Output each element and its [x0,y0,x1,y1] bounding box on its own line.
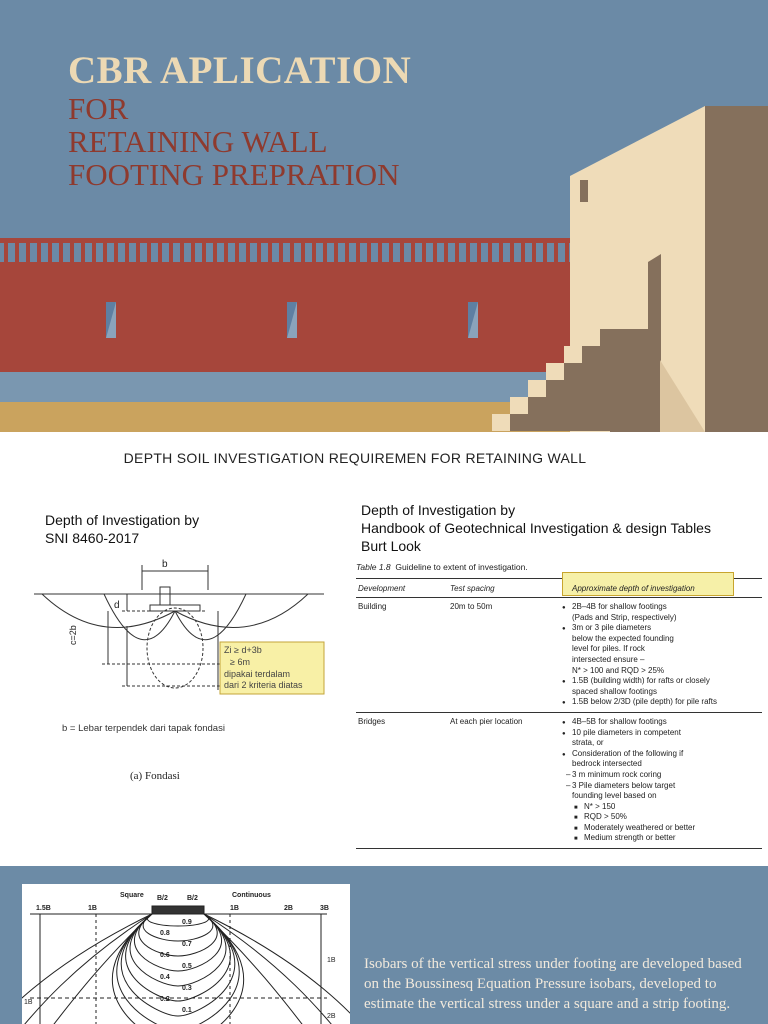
railing-baluster [400,243,404,262]
railing-baluster [92,243,96,262]
top-tick-label: 2B [284,905,293,912]
stair-step [546,363,564,380]
subtitle-line-3: FOOTING PREPRATION [68,157,400,192]
railing-baluster [334,243,338,262]
dim-d: d [114,600,120,611]
railing-baluster [290,243,294,262]
railing-baluster [169,243,173,262]
stair-riser [582,346,660,363]
railing-baluster [147,243,151,262]
railing-baluster [521,243,525,262]
bottom-panel [0,866,768,1024]
depth-item: ■ N* > 150 [572,802,762,813]
railing-baluster [488,243,492,262]
sni-label-line-1: Depth of Investigation by [45,512,200,528]
diagram-legend: b = Lebar terpendek dari tapak fondasi [62,723,225,734]
depth-item: ■ Moderately weathered or better [572,823,762,834]
isobar-value: 0.5 [182,963,192,970]
depth-item: founding level based on [572,791,657,801]
cell-depth [562,713,762,848]
railing-baluster [510,243,514,262]
stair-riser [510,414,660,431]
railing-baluster [15,243,19,262]
isobar-value: 0.8 [160,930,170,937]
railing-baluster [4,243,8,262]
depth-item: N* > 100 and RQD > 25% [572,665,665,675]
top-tick-label: 1.5B [36,905,51,912]
top-tick-label: 1B [88,905,97,912]
railing-baluster [224,243,228,262]
depth-item: ● 2B–4B for shallow footings [572,602,762,613]
depth-item: ● 1.5B (building width) for rafts or closely [572,676,762,687]
top-tick-label: B/2 [187,895,198,902]
isobar-value: 0.3 [182,985,192,992]
header-development: Development [358,584,406,593]
isobar-value: 0.6 [160,952,170,959]
depth-item: ● 10 pile diameters in competent [572,728,762,739]
note-line-2: ≥ 6m [230,657,250,667]
note-line-1: Zi ≥ d+3b [224,645,262,655]
stair-riser [600,329,660,346]
isobar-value: 0.2 [160,996,170,1003]
page-title: CBR APLICATION [68,49,412,92]
sni-label [45,511,199,547]
isobar-value: 0.7 [182,941,192,948]
table-row [356,598,762,713]
railing-baluster [411,243,415,262]
railing-baluster [246,243,250,262]
left-tick-1b: 1B [24,999,33,1006]
railing-baluster [26,243,30,262]
depth-item: strata, or [572,738,604,748]
dim-b: b [162,559,168,570]
header-spacing: Test spacing [450,584,495,593]
railing-baluster [202,243,206,262]
railing-baluster [433,243,437,262]
railing-baluster [268,243,272,262]
railing-baluster [158,243,162,262]
hero-banner [0,0,768,432]
railing-baluster [565,243,569,262]
railing-baluster [466,243,470,262]
dim-c: c=2b [68,625,78,645]
table-row [356,713,762,849]
railing-baluster [136,243,140,262]
railing-baluster [554,243,558,262]
railing-baluster [444,243,448,262]
railing-baluster [323,243,327,262]
stair-step [528,380,546,397]
top-tick-label: 3B [320,905,329,912]
sni-label-line-2: SNI 8460-2017 [45,530,140,546]
railing-baluster [103,243,107,262]
section-heading: DEPTH SOIL INVESTIGATION REQUIREMEN FOR RETAINING WALL [123,450,587,466]
table-body [356,598,762,849]
table-title: Guideline to extent of investigation. [395,562,528,572]
depth-item: intersected ensure – [572,654,645,664]
guideline-table [356,562,762,849]
stair-riser [546,380,660,397]
railing-baluster [81,243,85,262]
depth-item: ■ Medium strength or better [572,833,762,844]
railing-baluster [48,243,52,262]
depth-item: – 3 Pile diameters below target [572,781,762,792]
table-header [356,578,762,598]
depth-item: spaced shallow footings [572,686,657,696]
depth-item: ● 4B–5B for shallow footings [572,717,762,728]
depth-item: ● 1.5B below 2/3D (pile depth) for pile rafts [572,697,762,708]
railing-baluster [59,243,63,262]
right-tick-1b: 1B [327,957,336,964]
subtitle-line-1: FOR [68,91,129,126]
header-depth: Approximate depth of investigation [572,584,695,593]
table-number: Table 1.8 [356,562,391,572]
depth-item: level for piles. If rock [572,644,645,654]
label-square: Square [120,892,144,899]
top-tick-label: B/2 [157,895,168,902]
stair-riser [564,363,660,380]
railing-baluster [180,243,184,262]
stair-step [582,329,600,346]
cell-development: Building [358,602,387,611]
railing-baluster [301,243,305,262]
railing-baluster [114,243,118,262]
isobar-description: Isobars of the vertical stress under footing are developed based on the Boussinesq Equation Pressure isobars, developed to estimate the vertical stress under a square and a strip footing. [364,956,742,1012]
depth-item: below the expected founding [572,633,674,643]
stair-riser [528,397,660,414]
note-line-3: dipakai terdalam [224,669,291,679]
stair-step [564,346,582,363]
isobar-value: 0.4 [160,974,170,981]
railing-baluster [356,243,360,262]
railing-baluster [422,243,426,262]
railing-baluster [279,243,283,262]
cell-development: Bridges [358,716,386,726]
railing-baluster [499,243,503,262]
cell-depth [562,598,762,712]
handbook-label-line-1: Depth of Investigation by [361,502,516,518]
handbook-label-line-3: Burt Look [361,538,421,554]
diagram-caption: (a) Fondasi [130,770,180,782]
depth-item: ■ RQD > 50% [572,812,762,823]
railing-baluster [455,243,459,262]
railing-baluster [213,243,217,262]
depth-item: bedrock intersected [572,759,642,769]
isobar-diagram [22,884,350,1024]
depth-item: (Pads and Strip, respectively) [572,612,677,622]
note-line-4: dari 2 kriteria diatas [224,680,303,690]
depth-item: – 3 m minimum rock coring [572,770,762,781]
railing-baluster [378,243,382,262]
railing-baluster [37,243,41,262]
railing-baluster [389,243,393,262]
right-tick-2b: 2B [327,1013,336,1020]
isobar-value: 0.1 [182,1007,192,1014]
sni-footing-diagram [32,556,332,786]
railing-baluster [125,243,129,262]
table-caption [356,562,762,572]
isobar-value: 0.9 [182,919,192,926]
railing-baluster [477,243,481,262]
railing-baluster [70,243,74,262]
railing-baluster [532,243,536,262]
handbook-label [361,501,711,555]
top-tick-label: 1B [230,905,239,912]
label-continuous: Continuous [232,892,271,899]
railing-baluster [257,243,261,262]
cell-spacing: 20m to 50m [450,602,493,611]
railing-baluster [543,243,547,262]
railing-baluster [345,243,349,262]
depth-item: ● Consideration of the following if [572,749,762,760]
cell-spacing: At each pier location [450,716,523,726]
railing-baluster [312,243,316,262]
handbook-label-line-2: Handbook of Geotechnical Investigation & design Tables [361,520,711,536]
depth-item: ● 3m or 3 pile diameters [572,623,762,634]
railing-baluster [191,243,195,262]
railing-baluster [367,243,371,262]
railing-baluster [235,243,239,262]
subtitle-line-2: RETAINING WALL [68,124,328,159]
stair-step [492,414,510,431]
stair-step [510,397,528,414]
